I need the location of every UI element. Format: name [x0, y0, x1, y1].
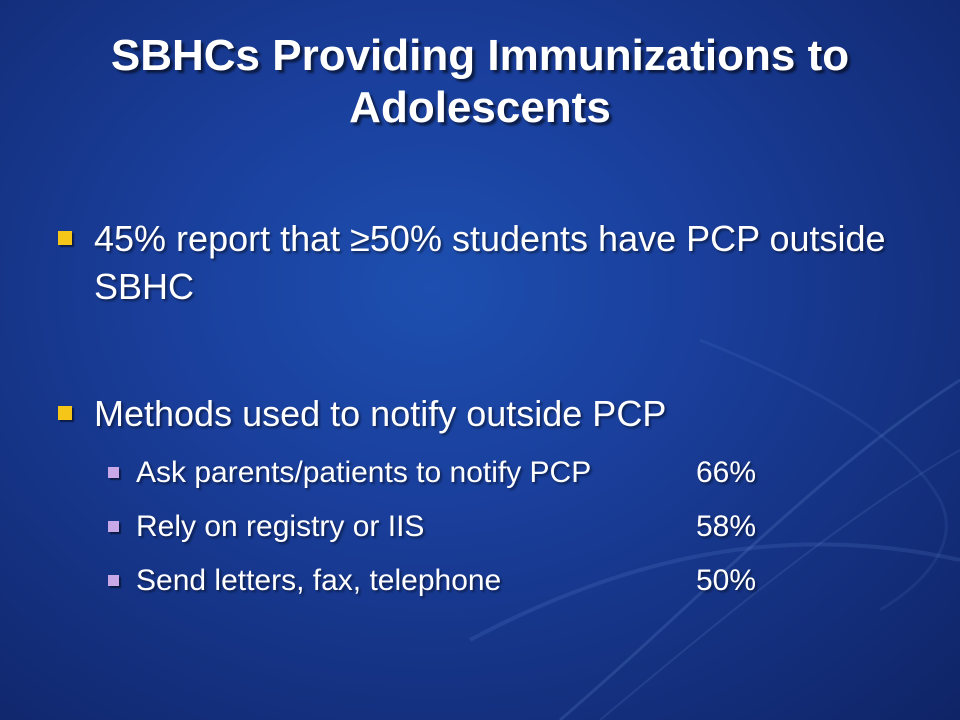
- square-bullet-icon: [58, 406, 72, 420]
- square-bullet-icon: [58, 231, 72, 245]
- square-sub-bullet-icon: [108, 467, 119, 478]
- slide-title: SBHCs Providing Immunizations to Adolescents: [110, 31, 850, 132]
- sub-bullet-percent: 66%: [696, 456, 757, 489]
- sub-bullet-label: Rely on registry or IIS: [136, 510, 425, 543]
- sub-bullet-item: [108, 454, 756, 492]
- bullet-text: Methods used to notify outside PCP: [94, 393, 667, 434]
- square-sub-bullet-icon: [108, 521, 119, 532]
- sub-bullet-label: Send letters, fax, telephone: [136, 564, 502, 597]
- sub-bullet-label: Ask parents/patients to notify PCP: [136, 456, 592, 489]
- square-sub-bullet-icon: [108, 575, 119, 586]
- sub-bullet-item: [108, 562, 756, 600]
- bullet-item: [58, 390, 894, 438]
- bullet-text: 45% report that ≥50% students have PCP outside SBHC: [94, 218, 886, 307]
- sub-bullet-percent: 58%: [696, 510, 757, 543]
- bullet-item: [58, 215, 894, 311]
- sub-bullet-item: [108, 508, 756, 546]
- sub-bullet-percent: 50%: [696, 564, 757, 597]
